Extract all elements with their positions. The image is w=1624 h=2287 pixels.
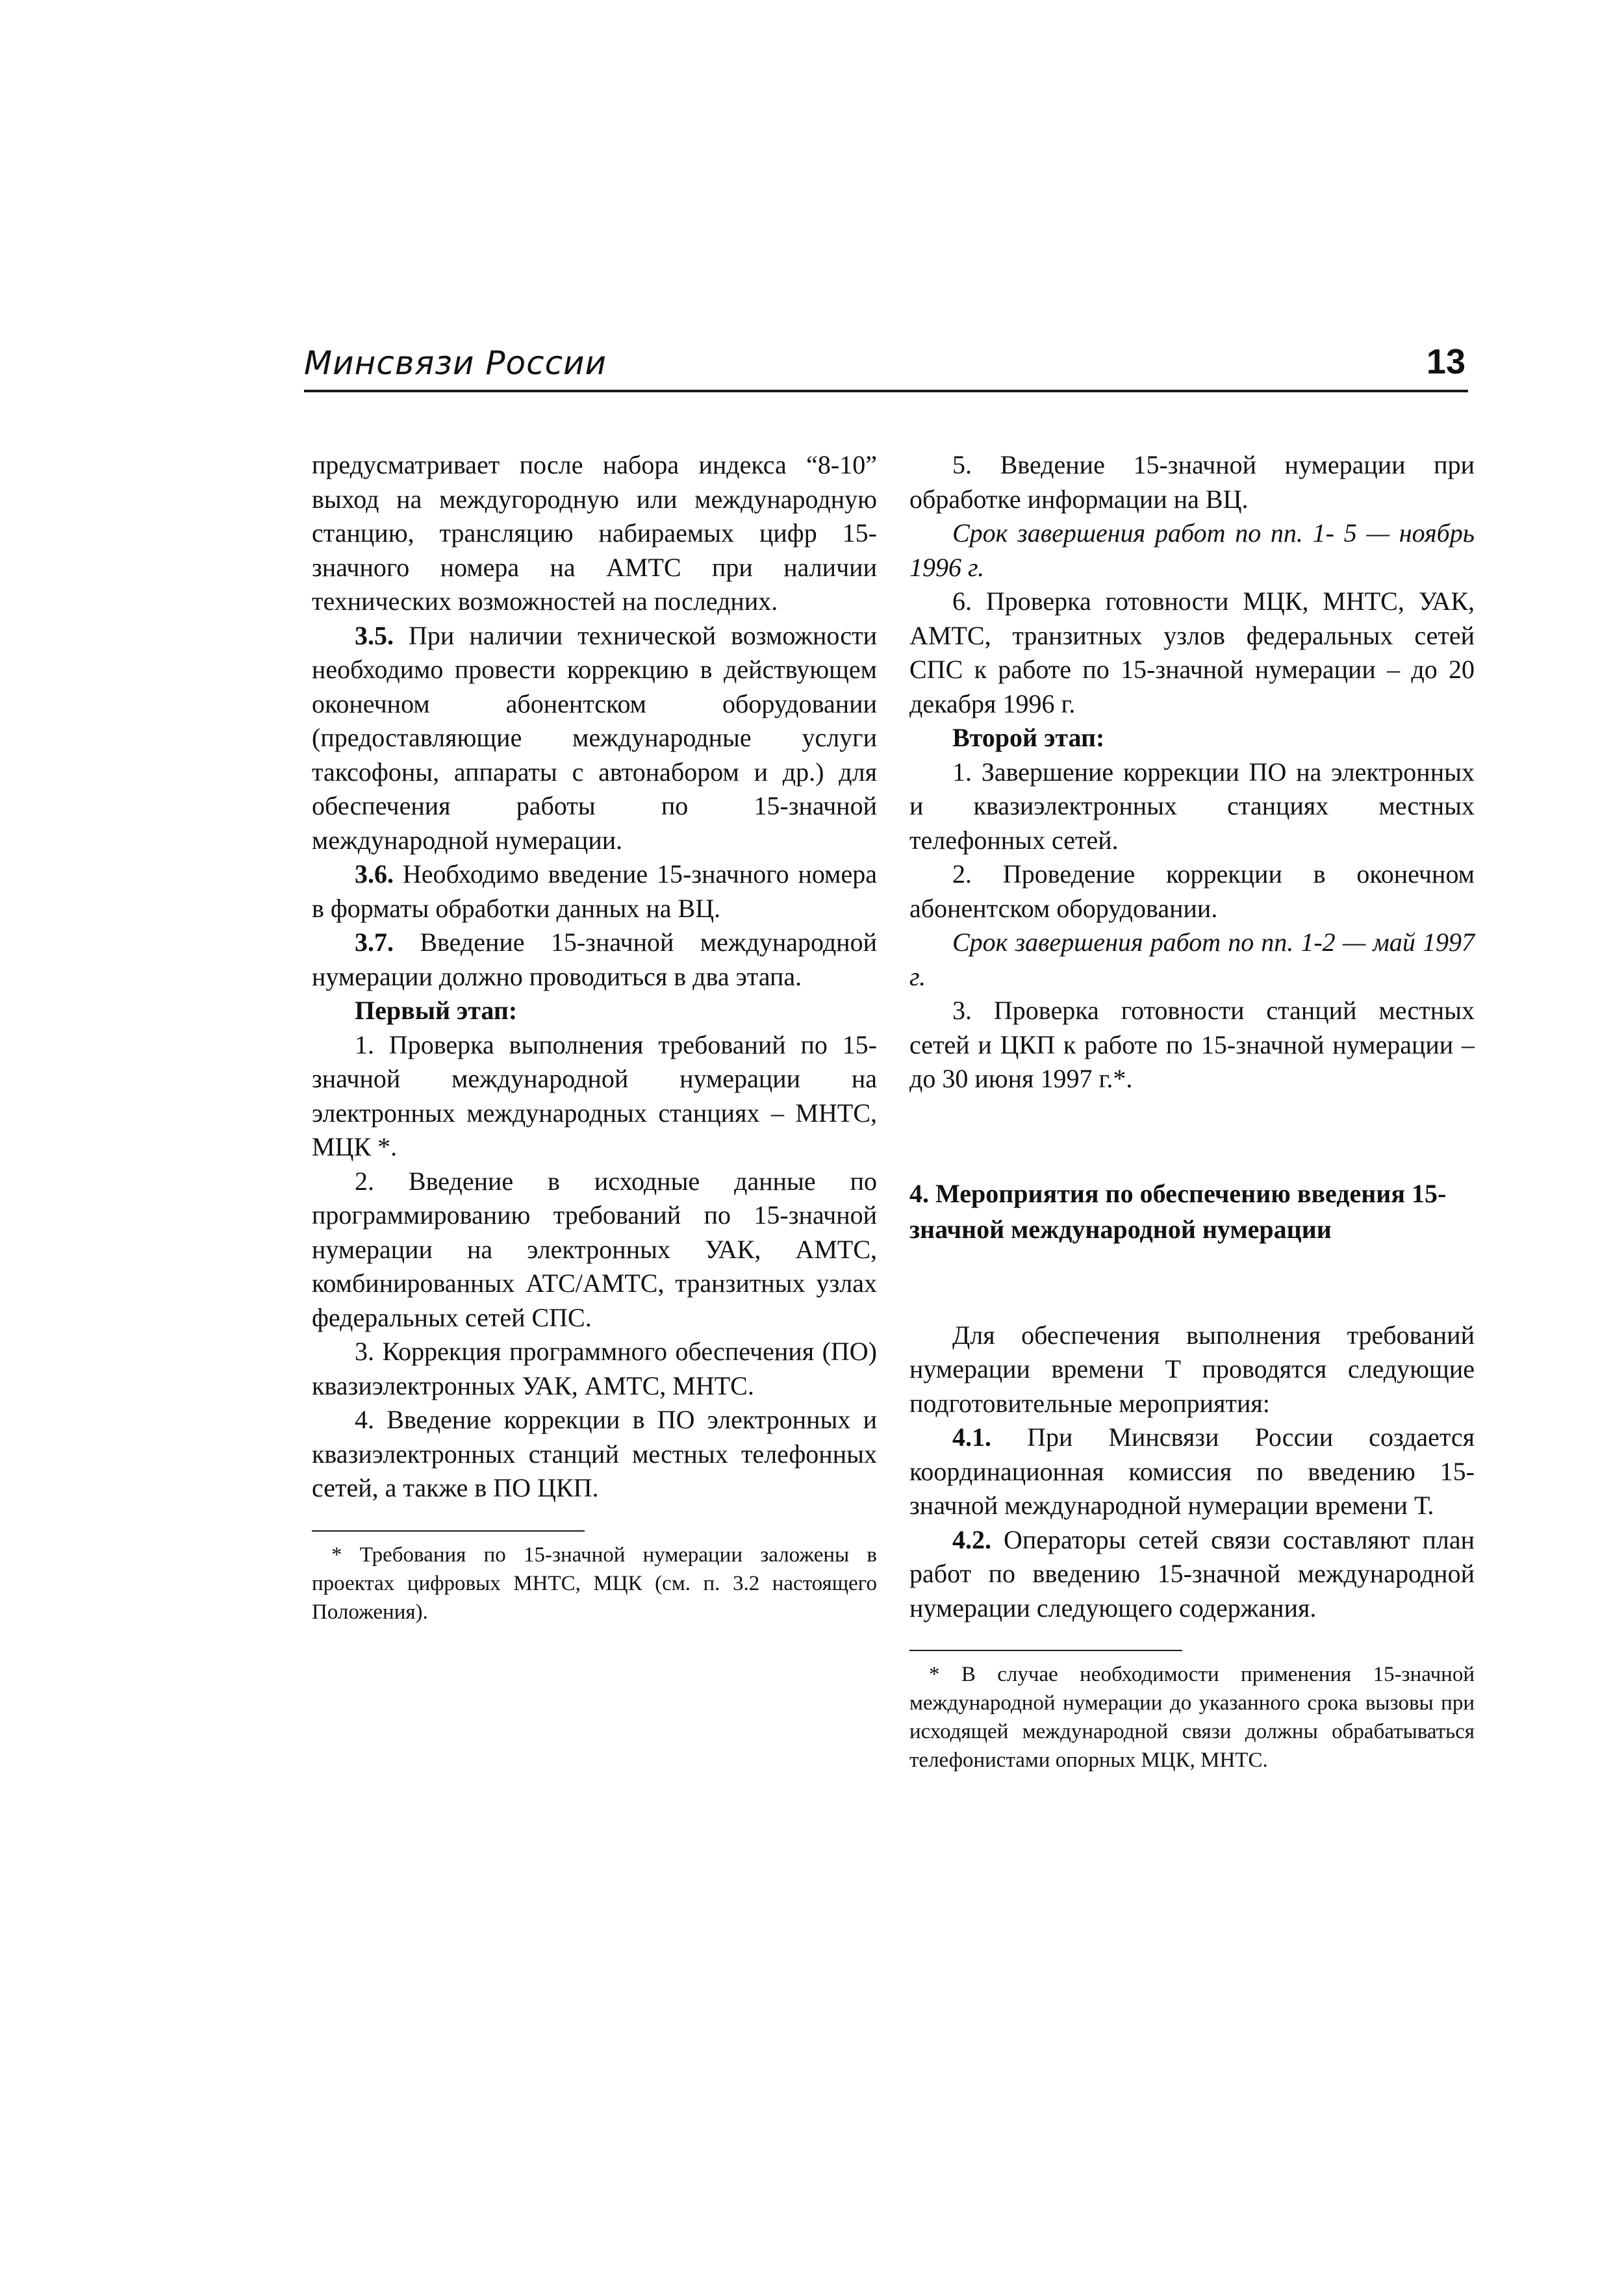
running-head-title: Минсвязи России [304, 344, 607, 382]
footnote-divider [909, 1650, 1182, 1651]
footnote-divider [312, 1530, 585, 1532]
footnote: * В случае необходимости применения 15-значной международной нумерации до указанного срока вызовы при исходящей международной связи должны обрабатываться телефонистами опорных МЦК, МНТС. [909, 1663, 1475, 1772]
clause-text: При Минсвязи России создается координационная комиссия по введению 15-значной международной нумерации времени Т. [909, 1422, 1475, 1520]
clause-text: Операторы сетей связи составляют план работ по введению 15-значной международной нумерации следующего содержания. [909, 1524, 1475, 1623]
stage-heading: Первый этап: [355, 996, 518, 1025]
paragraph: Для обеспечения выполнения требований нумерации времени Т проводятся следующие подготовительные мероприятия: [909, 1320, 1475, 1418]
list-item: 1. Завершение коррекции ПО на электронных и квазиэлектронных станциях местных телефонных сетей. [909, 757, 1475, 855]
numbered-paragraph [312, 857, 877, 926]
list-item: 6. Проверка готовности МЦК, МНТС, УАК, АМТС, транзитных узлов федеральных сетей СПС к работе по 15-значной нумерации – до 20 декабря 1996 г. [909, 587, 1475, 718]
clause-number: 3.6. [355, 859, 394, 889]
clause-text: Необходимо введение 15-значного номера в форматы обработки данных на ВЦ. [312, 859, 877, 923]
clause-number: 4.2. [952, 1524, 991, 1554]
numbered-paragraph [909, 1523, 1475, 1626]
clause-number: 3.7. [355, 928, 394, 957]
list-item: 3. Проверка готовности станций местных сетей и ЦКП к работе по 15-значной нумерации – до 30 июня 1997 г.*. [909, 996, 1475, 1093]
clause-text: При наличии технической возможности необходимо провести коррекцию в действующем оконечном абонентском оборудовании (предоставляющие международные услуги таксофоны, аппараты с автонабором и др.) для обеспечения работы по 15-значной международной нумерации. [312, 620, 877, 855]
clause-number: 3.5. [355, 620, 394, 650]
section-title: 4. Мероприятия по обеспечению введения 15-значной международной нумерации [909, 1178, 1447, 1244]
footnote: * Требования по 15-значной нумерации заложены в проектах цифровых МНТС, МЦК (см. п. 3.2 настоящего Положения). [312, 1543, 877, 1624]
clause-number: 4.1. [952, 1422, 991, 1452]
list-item: 2. Введение в исходные данные по программированию требований по 15-значной нумерации на электронных УАК, АМТС, комбинированных АТС/АМТС, транзитных узлах федеральных сетей СПС. [312, 1166, 877, 1332]
stage-heading: Второй этап: [952, 723, 1105, 752]
right-column [909, 448, 1475, 1775]
clause-text: Введение 15-значной международной нумерации должно проводиться в два этапа. [312, 928, 877, 991]
deadline-note: Срок завершения работ по пп. 1- 5 — ноябрь 1996 г. [909, 518, 1475, 582]
list-item: 3. Коррекция программного обеспечения (ПО) квазиэлектронных УАК, АМТС, МНТС. [312, 1337, 877, 1400]
list-item: 2. Проведение коррекции в оконечном абонентском оборудовании. [909, 859, 1475, 923]
list-item: 1. Проверка выполнения требований по 15-значной международной нумерации на электронных международных станциях – МНТС, МЦК *. [312, 1030, 877, 1161]
deadline-note: Срок завершения работ по пп. 1-2 — май 1997 г. [909, 928, 1475, 991]
numbered-paragraph [312, 926, 877, 994]
paragraph: предусматривает после набора индекса “8-10” выход на междугородную или международную станцию, трансляцию набираемых цифр 15-значного номера на АМТС при наличии технических возможностей на последних. [312, 450, 877, 616]
list-item: 4. Введение коррекции в ПО электронных и квазиэлектронных станций местных телефонных сетей, а также в ПО ЦКП. [312, 1405, 877, 1502]
list-item: 5. Введение 15-значной нумерации при обработке информации на ВЦ. [909, 450, 1475, 514]
page-header [304, 325, 1468, 392]
numbered-paragraph [312, 619, 877, 858]
page-number: 13 [1426, 342, 1465, 381]
numbered-paragraph [909, 1421, 1475, 1523]
left-column [312, 448, 877, 1626]
